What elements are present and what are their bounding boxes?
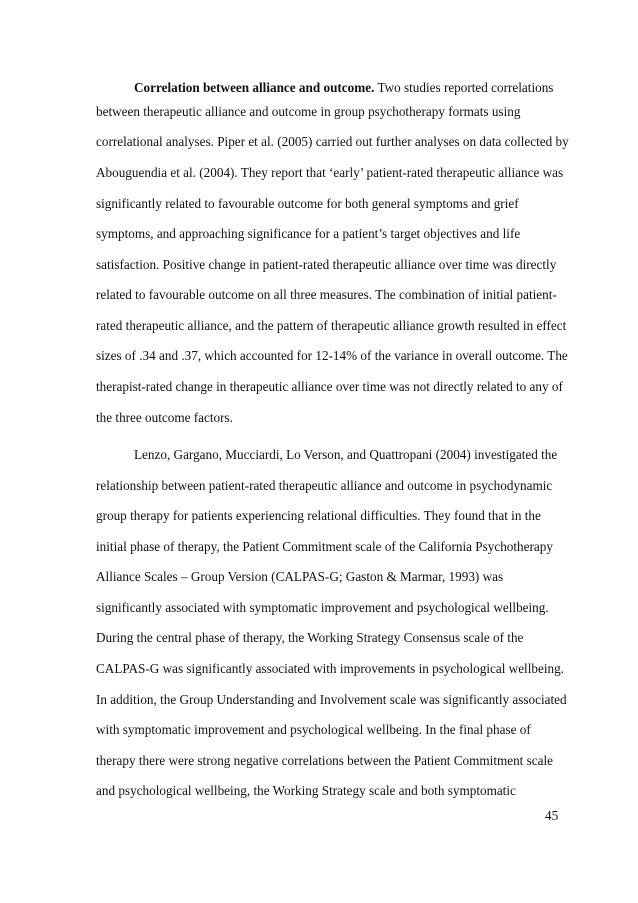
text-line: relationship between patient-rated therapeutic alliance and outcome in psychodynamic	[96, 478, 553, 493]
text-line: sizes of .34 and .37, which accounted for 12-14% of the variance in overall outcome. The	[96, 348, 568, 363]
paragraph-text: Two studies reported correlations	[374, 80, 554, 95]
text-line: Lenzo, Gargano, Mucciardi, Lo Verson, and Quattropani (2004) investigated the	[134, 447, 558, 462]
section-heading: Correlation between alliance and outcome.	[134, 80, 375, 95]
text-line: therapy there were strong negative correlations between the Patient Commitment scale	[96, 753, 554, 768]
paragraph-first-line	[134, 80, 553, 96]
text-line: group therapy for patients experiencing relational difficulties. They found that in the	[96, 508, 541, 523]
page-number: 45	[545, 808, 559, 823]
text-line: CALPAS-G was significantly associated with improvements in psychological wellbeing.	[96, 661, 564, 676]
text-line: initial phase of therapy, the Patient Commitment scale of the California Psychotherapy	[96, 539, 553, 554]
text-line: symptoms, and approaching significance for a patient’s target objectives and life	[96, 226, 521, 241]
text-line: related to favourable outcome on all three measures. The combination of initial patient-	[96, 287, 557, 302]
text-line: and psychological wellbeing, the Working Strategy scale and both symptomatic	[96, 783, 516, 798]
text-line: In addition, the Group Understanding and Involvement scale was significantly associated	[96, 692, 567, 707]
text-line: correlational analyses. Piper et al. (2005) carried out further analyses on data collected by	[96, 134, 569, 149]
text-line: satisfaction. Positive change in patient-rated therapeutic alliance over time was directly	[96, 257, 557, 272]
text-line: During the central phase of therapy, the Working Strategy Consensus scale of the	[96, 630, 524, 645]
text-line: significantly related to favourable outcome for both general symptoms and grief	[96, 196, 519, 211]
text-line: the three outcome factors.	[96, 410, 233, 425]
text-line: rated therapeutic alliance, and the pattern of therapeutic alliance growth resulted in effect	[96, 318, 567, 333]
text-line: therapist-rated change in therapeutic alliance over time was not directly related to any of	[96, 379, 563, 394]
text-line: Alliance Scales – Group Version (CALPAS-G; Gaston & Marmar, 1993) was	[96, 569, 504, 584]
text-line: between therapeutic alliance and outcome in group psychotherapy formats using	[96, 104, 521, 119]
text-line: significantly associated with symptomatic improvement and psychological wellbeing.	[96, 600, 549, 615]
text-line: with symptomatic improvement and psychological wellbeing. In the final phase of	[96, 722, 531, 737]
text-line: Abouguendia et al. (2004). They report that ‘early’ patient-rated therapeutic alliance was	[96, 165, 564, 180]
